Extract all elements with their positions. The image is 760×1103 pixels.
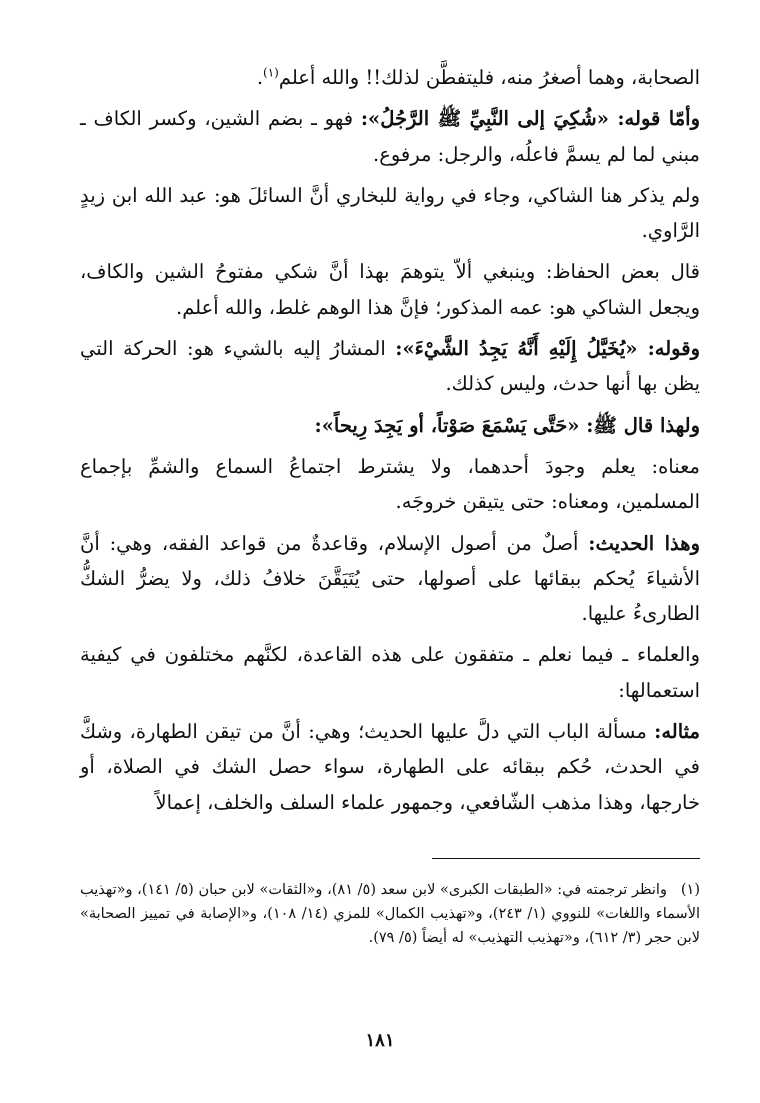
- paragraph-text: معناه: يعلم وجودَ أحدهما، ولا يشترط اجتماعُ السماع والشمِّ بإجماع المسلمين، ومعناه: حتى يتيقن خروجَه.: [80, 454, 700, 514]
- paragraph: [80, 637, 700, 708]
- paragraph: [80, 408, 700, 443]
- paragraph: [80, 254, 700, 325]
- paragraph-text: فهو ـ بضم الشين، وكسر الكاف ـ مبني لما لم يسمَّ فاعلُه، والرجل: مرفوع.: [80, 107, 700, 166]
- paragraph-lead: وهذا الحديث:: [588, 531, 700, 555]
- paragraph-text: المشارُ إليه بالشيء هو: الحركة التي يظن بها أنها حدث، وليس كذلك.: [80, 337, 700, 396]
- footnote-divider: [432, 858, 700, 859]
- paragraph-text: الصحابة، وهما أصغرُ منه، فليتفطَّن لذلك!! والله أعلم: [278, 66, 700, 89]
- footnote-ref[interactable]: (١): [263, 65, 279, 80]
- page-number: ١٨١: [365, 1030, 395, 1051]
- paragraph-text: قال بعض الحفاظ: وينبغي ألاّ يتوهمَ بهذا أنَّ شكي مفتوحُ الشين والكاف، ويجعل الشاكي هو: عمه المذكور؛ فإنَّ هذا الوهم غلط، والله أعلم.: [80, 260, 700, 319]
- footnote-marker: (١): [680, 882, 700, 898]
- paragraph-text: مسألة الباب التي دلَّ عليها الحديث؛ وهي: أنَّ من تيقن الطهارة، وشكَّ في الحدث، حُكم ببقائه على الطهارة، سواء حصل الشك في الصلاة، أو خارجها، وهذا مذهب الشّافعي، وجمهور علماء السلف والخلف، إعمالاً: [80, 720, 700, 814]
- footnote: [80, 878, 700, 950]
- footnotes: [80, 878, 700, 950]
- paragraph-text: ولم يذكر هنا الشاكي، وجاء في رواية للبخاري أنَّ السائلَ هو: عبد الله ابن زيدٍ الرَّاوي.: [80, 183, 700, 243]
- paragraph: [80, 178, 700, 249]
- paragraph: [80, 331, 700, 402]
- paragraph-lead: مثاله:: [654, 720, 700, 744]
- footnote-text: وانظر ترجمته في: «الطبقات الكبرى» لابن سعد (٥/ ٨١)، و«الثقات» لابن حبان (٥/ ١٤١)، و«تهذيب الأسماء واللغات» للنووي (١/ ٢٤٣)، و«تهذيب الكمال» للمزي (١٤/ ١٠٨)، و«الإصابة في تمييز الصحابة» لابن حجر (٣/ ٦١٢)، و«تهذيب التهذيب» له أيضاً (٥/ ٧٩).: [80, 882, 700, 946]
- paragraph: [80, 449, 700, 520]
- main-text: [80, 60, 700, 826]
- paragraph: [80, 714, 700, 820]
- paragraph-lead: ولهذا قال ﷺ: «حَتَّى يَسْمَعَ صَوْتاً، أو يَجِدَ رِيحاً»:: [314, 413, 700, 437]
- paragraph: [80, 526, 700, 632]
- paragraph-text: والعلماء ـ فيما نعلم ـ متفقون على هذه القاعدة، لكنَّهم مختلفون في كيفية استعمالها:: [80, 643, 700, 702]
- paragraph-lead: وأمّا قوله: «شُكِيَ إلى النَّبِيِّ ﷺ الرَّجُلُ»:: [360, 107, 700, 131]
- paragraph: [80, 60, 700, 95]
- paragraph-text: أصلٌ من أصول الإسلام، وقاعدةٌ من قواعد الفقه، وهي: أنَّ الأشياءَ يُحكم ببقائها على أصولها، حتى يُتَيَقَّنَ خلافُ ذلك، ولا يضرُّ الشكُّ الطارىءُ عليها.: [80, 531, 700, 626]
- paragraph-lead: وقوله: «يُخَيَّلُ إِلَيْهِ أَنَّهُ يَجِدُ الشَّيْءَ»:: [395, 337, 700, 361]
- paragraph: [80, 101, 700, 172]
- paragraph-tail: .: [256, 66, 264, 89]
